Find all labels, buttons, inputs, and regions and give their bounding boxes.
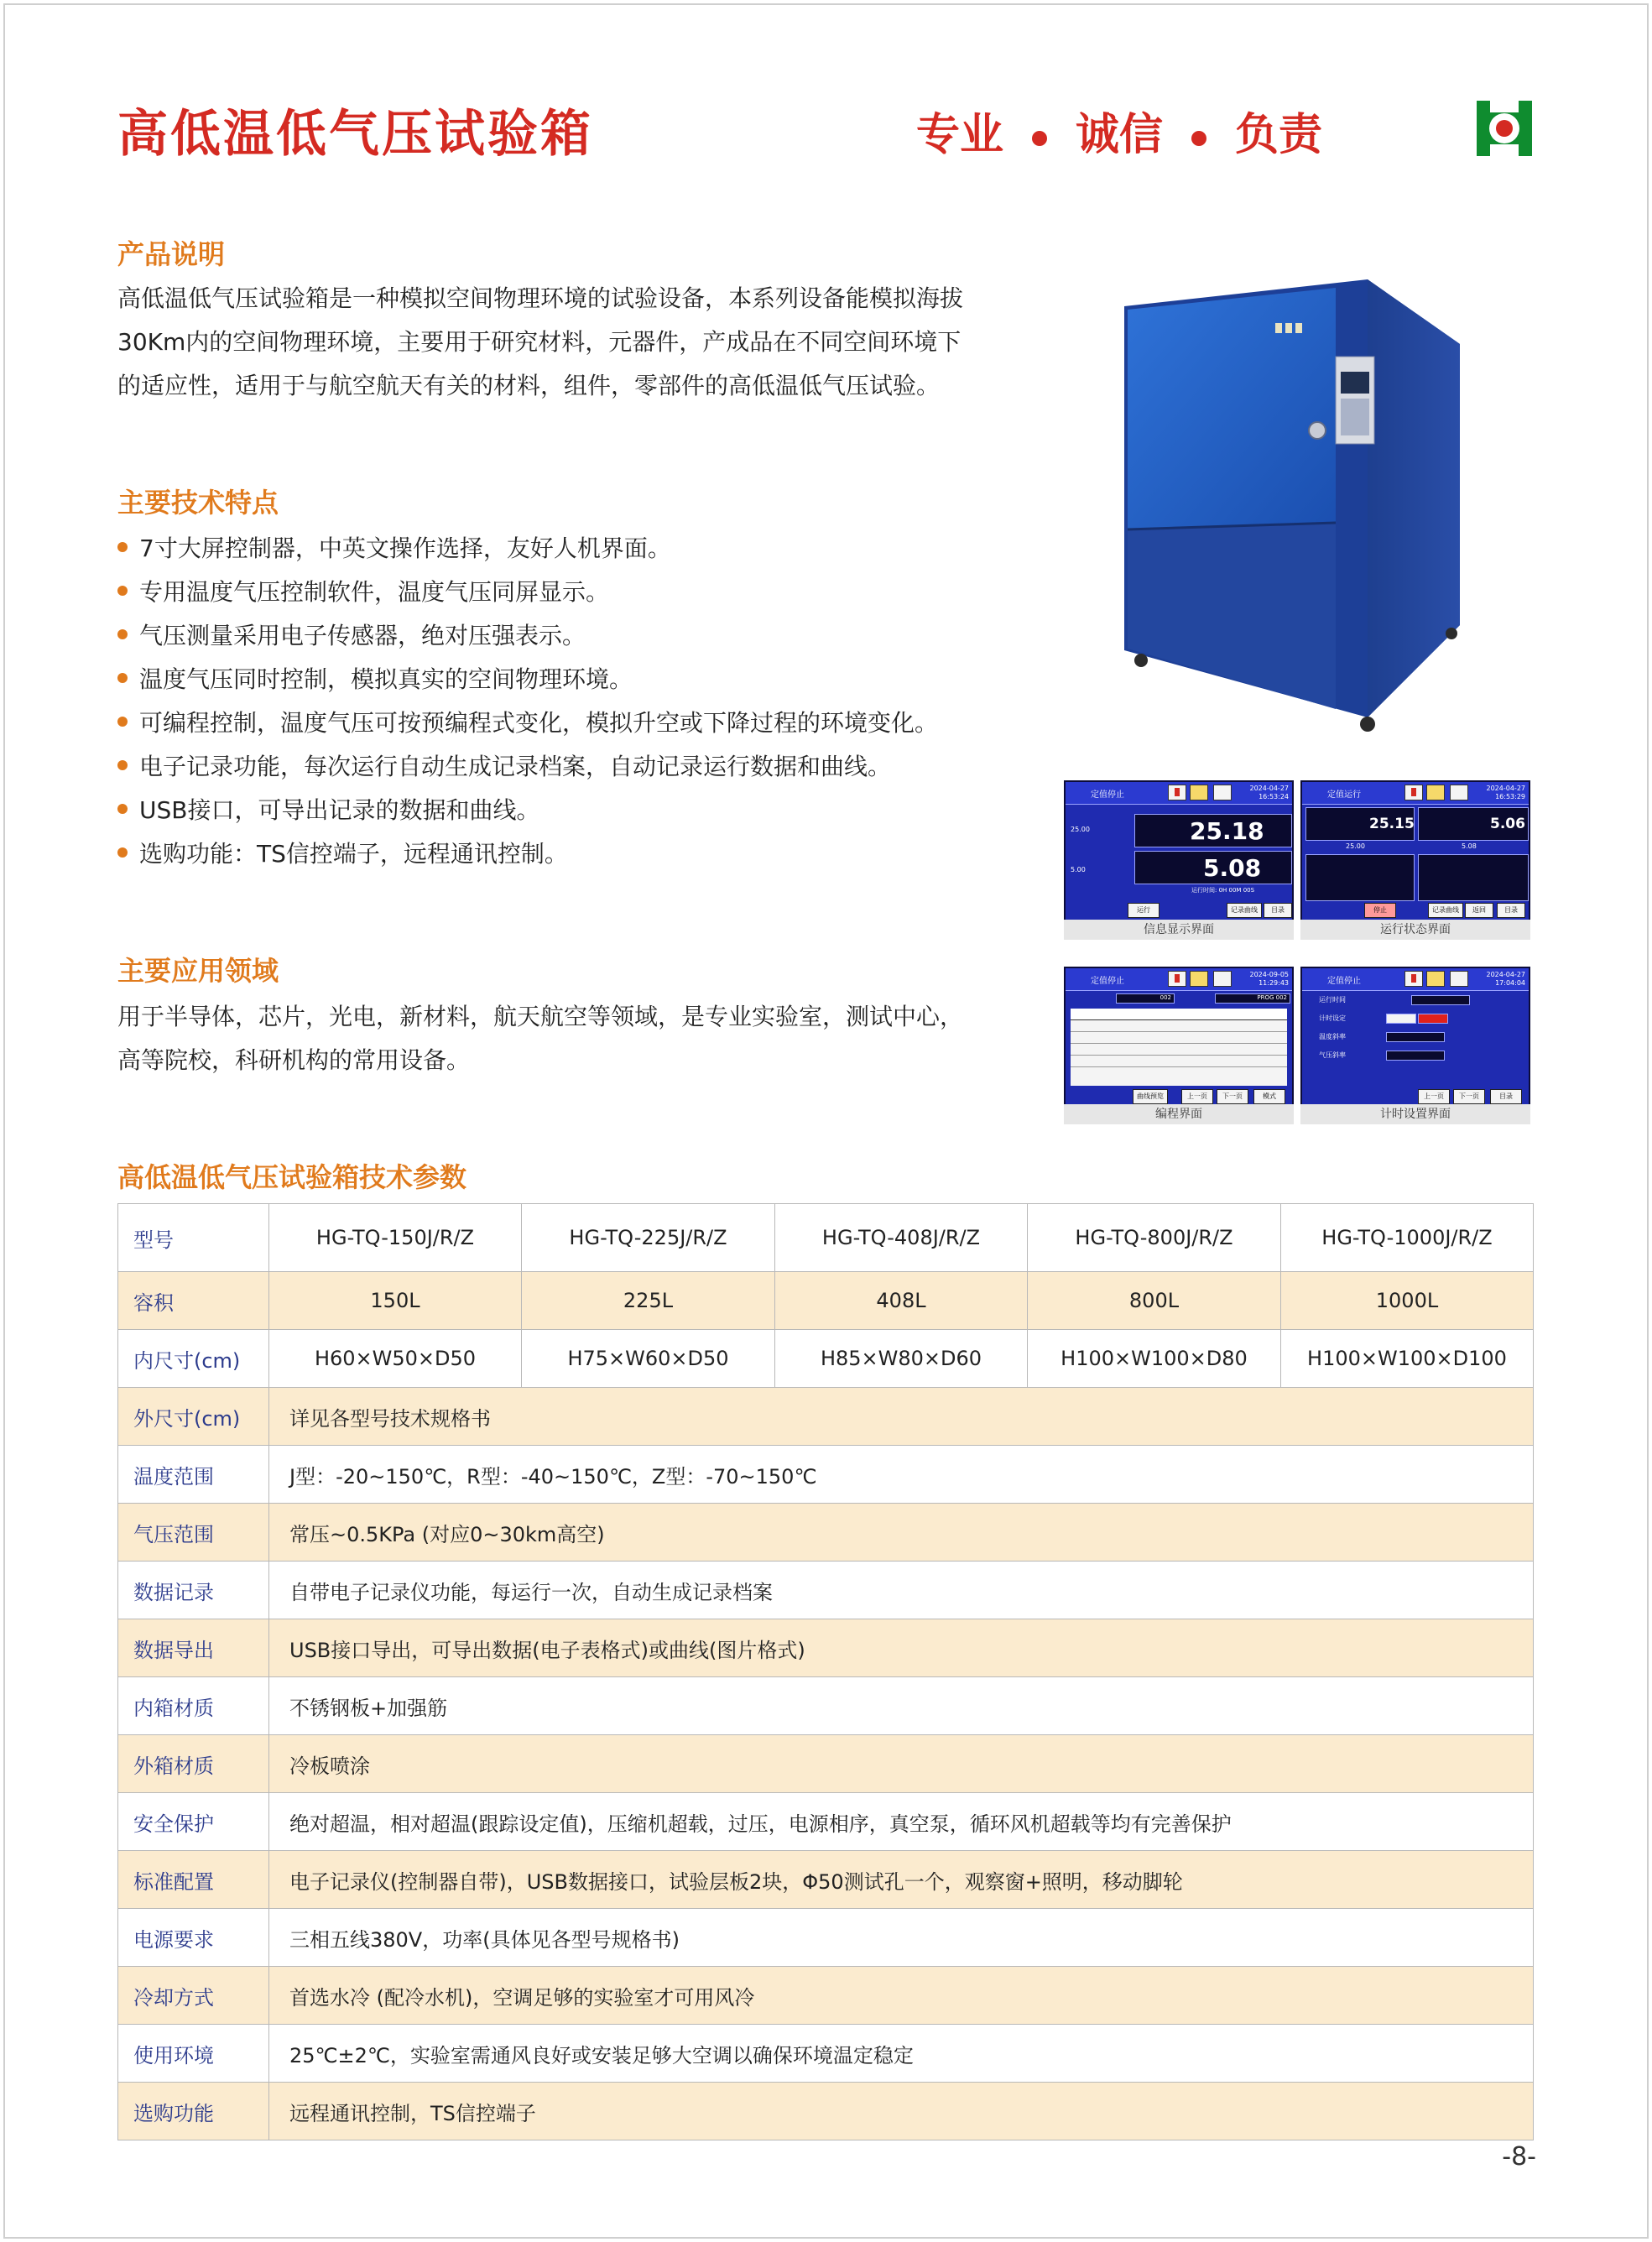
applications-text — [117, 995, 963, 1082]
record-curve-button[interactable]: 记录曲线 — [1428, 903, 1463, 918]
temp-set-value: 25.00 — [1346, 842, 1365, 850]
alarm-icon — [1168, 785, 1186, 800]
spec-row — [118, 1967, 1534, 2025]
alarm-icon — [1168, 971, 1186, 987]
spec-value: 详见各型号技术规格书 — [269, 1388, 1534, 1446]
screen-status: 定值停止 — [1091, 790, 1124, 800]
screen-caption: 运行状态界面 — [1300, 920, 1530, 940]
timer-row-label: 气压斜率 — [1319, 1051, 1346, 1059]
next-page-button[interactable]: 下一页 — [1453, 1089, 1485, 1104]
spec-label: 容积 — [118, 1272, 269, 1330]
spec-value: 常压~0.5KPa (对应0~30km高空) — [269, 1504, 1534, 1562]
feature-item: 电子记录功能，每次运行自动生成记录档案，自动记录运行数据和曲线。 — [117, 745, 938, 789]
program-number[interactable]: 002 — [1116, 993, 1175, 1004]
light-icon — [1426, 971, 1445, 987]
spec-row — [118, 1909, 1534, 1967]
spec-row — [118, 1793, 1534, 1851]
spec-label: 标准配置 — [118, 1851, 269, 1909]
spec-value: H75×W60×D50 — [522, 1330, 775, 1388]
spec-row — [118, 2025, 1534, 2083]
menu-button[interactable]: 目录 — [1497, 903, 1525, 918]
light-icon — [1190, 785, 1208, 800]
bullet-icon — [117, 760, 128, 770]
spec-value: J型：-20~150℃，R型：-40~150℃，Z型：-70~150℃ — [269, 1446, 1534, 1504]
screen-status: 定值停止 — [1327, 977, 1361, 986]
spec-label: 冷却方式 — [118, 1967, 269, 2025]
mode-button[interactable]: 模式 — [1253, 1089, 1285, 1104]
timer-on-toggle[interactable] — [1386, 1014, 1416, 1024]
spec-value: 绝对超温，相对超温(跟踪设定值)，压缩机超载，过压，电源相序，真空泵，循环风机超载等均有完善保护 — [269, 1793, 1534, 1851]
test-chamber-image — [1116, 273, 1468, 743]
timer-row-label: 温度斜率 — [1319, 1033, 1346, 1040]
feature-item: 温度气压同时控制，模拟真实的空间物理环境。 — [117, 658, 938, 701]
io-status-panel — [1418, 854, 1529, 901]
model-cell: HG-TQ-800J/R/Z — [1028, 1204, 1281, 1272]
menu-button[interactable]: 目录 — [1490, 1089, 1522, 1104]
spec-label: 安全保护 — [118, 1793, 269, 1851]
pressure-set-value: 5.00 — [1071, 866, 1086, 873]
model-cell: HG-TQ-408J/R/Z — [775, 1204, 1028, 1272]
page-number: -8- — [1502, 2142, 1536, 2172]
spec-table — [117, 1203, 1534, 2140]
applications-line: 高等院校，科研机构的常用设备。 — [117, 1046, 471, 1074]
spec-value: 800L — [1028, 1272, 1281, 1330]
spec-value: 首选水冷 (配冷水机)，空调足够的实验室才可用风冷 — [269, 1967, 1534, 2025]
model-cell: HG-TQ-150J/R/Z — [269, 1204, 522, 1272]
bullet-icon — [117, 804, 128, 814]
applications-line: 用于半导体，芯片，光电，新材料，航天航空等领域，是专业实验室，测试中心， — [117, 1003, 964, 1030]
spec-row — [118, 2083, 1534, 2140]
pressure-reading: 5.08 — [1203, 854, 1262, 882]
screen-header — [1302, 782, 1529, 805]
temp-reading: 25.15 — [1369, 816, 1415, 832]
spec-value: 自带电子记录仪功能，每运行一次，自动生成记录档案 — [269, 1562, 1534, 1619]
screen-status: 定值停止 — [1091, 977, 1124, 986]
spec-row — [118, 1446, 1534, 1504]
screen-datetime: 2024-04-27 17:04:04 — [1486, 971, 1525, 987]
spec-label: 内尺寸(cm) — [118, 1330, 269, 1388]
screen-caption: 信息显示界面 — [1064, 920, 1294, 940]
program-table — [1071, 1009, 1287, 1086]
description-line: 30Km内的空间物理环境，主要用于研究材料，元器件，产成品在不同空间环境下 — [117, 328, 961, 356]
feature-item: USB接口，可导出记录的数据和曲线。 — [117, 789, 938, 832]
fan-icon — [1213, 971, 1232, 987]
record-curve-button[interactable]: 记录曲线 — [1227, 903, 1262, 918]
bullet-icon — [117, 586, 128, 596]
slogan — [916, 99, 1322, 162]
features-list — [117, 527, 938, 876]
temp-reading: 25.18 — [1190, 817, 1264, 845]
fan-icon — [1450, 785, 1468, 800]
alarm-icon — [1404, 785, 1423, 800]
bullet-icon — [117, 629, 128, 639]
bullet-icon — [117, 847, 128, 858]
pid-panel — [1305, 854, 1415, 901]
spec-label: 内箱材质 — [118, 1677, 269, 1735]
spec-row — [118, 1504, 1534, 1562]
controller-screen — [1064, 780, 1294, 923]
spec-row — [118, 1619, 1534, 1677]
spec-row — [118, 1677, 1534, 1735]
controller-screen — [1064, 967, 1294, 1109]
model-cell: HG-TQ-225J/R/Z — [522, 1204, 775, 1272]
slogan-dot — [1191, 131, 1206, 146]
spec-value: 不锈钢板+加强筋 — [269, 1677, 1534, 1735]
light-icon — [1426, 785, 1445, 800]
spec-value: H100×W100×D80 — [1028, 1330, 1281, 1388]
spec-value: H60×W50×D50 — [269, 1330, 522, 1388]
spec-row — [118, 1562, 1534, 1619]
light-icon — [1190, 971, 1208, 987]
spec-value: 225L — [522, 1272, 775, 1330]
spec-value: H100×W100×D100 — [1281, 1330, 1534, 1388]
menu-button[interactable]: 目录 — [1264, 903, 1292, 918]
model-cell: HG-TQ-1000J/R/Z — [1281, 1204, 1534, 1272]
description-title: 产品说明 — [117, 238, 226, 270]
slogan-dot — [1032, 131, 1047, 146]
screen-datetime: 2024-04-27 16:53:24 — [1249, 785, 1289, 800]
applications-title: 主要应用领域 — [117, 955, 279, 987]
alarm-icon — [1404, 971, 1423, 987]
bullet-icon — [117, 717, 128, 727]
spec-value: 电子记录仪(控制器自带)，USB数据接口，试验层板2块，Φ50测试孔一个，观察窗+照明，移动脚轮 — [269, 1851, 1534, 1909]
spec-label: 选购功能 — [118, 2083, 269, 2140]
temp-rate-input[interactable] — [1386, 1032, 1445, 1042]
spec-row — [118, 1330, 1534, 1388]
pressure-set-value: 5.08 — [1462, 842, 1477, 850]
pressure-rate-input[interactable] — [1386, 1051, 1445, 1061]
spec-label: 型号 — [118, 1204, 269, 1272]
prev-page-button[interactable]: 上一页 — [1418, 1089, 1450, 1104]
spec-label: 温度范围 — [118, 1446, 269, 1504]
screen-datetime: 2024-09-05 11:29:43 — [1249, 971, 1289, 987]
spec-label: 气压范围 — [118, 1504, 269, 1562]
program-name[interactable]: PROG 002 — [1215, 993, 1290, 1004]
feature-item: 气压测量采用电子传感器，绝对压强表示。 — [117, 614, 938, 658]
spec-label: 使用环境 — [118, 2025, 269, 2083]
controller-screen — [1300, 780, 1530, 923]
stop-button[interactable]: 停止 — [1364, 903, 1396, 918]
description-text — [117, 277, 963, 408]
fan-icon — [1213, 785, 1232, 800]
screen-header — [1066, 782, 1292, 805]
pressure-reading: 5.06 — [1490, 816, 1525, 832]
back-button[interactable]: 返回 — [1465, 903, 1493, 918]
bullet-icon — [117, 542, 128, 552]
spec-label: 数据导出 — [118, 1619, 269, 1677]
spec-row — [118, 1735, 1534, 1793]
feature-item: 专用温度气压控制软件，温度气压同屏显示。 — [117, 571, 938, 614]
spec-row — [118, 1272, 1534, 1330]
screen-header — [1066, 968, 1292, 991]
page-title: 高低温低气压试验箱 — [117, 105, 593, 164]
next-page-button[interactable]: 下一页 — [1217, 1089, 1248, 1104]
spec-value: 远程通讯控制，TS信控端子 — [269, 2083, 1534, 2140]
spec-header-row — [118, 1204, 1534, 1272]
prev-page-button[interactable]: 上一页 — [1181, 1089, 1213, 1104]
curve-preview-button[interactable]: 曲线预览 — [1133, 1089, 1168, 1104]
bullet-icon — [117, 673, 128, 683]
screen-caption: 计时设置界面 — [1300, 1104, 1530, 1124]
timer-row-label: 计时设定 — [1319, 1014, 1346, 1022]
fan-icon — [1450, 971, 1468, 987]
description-line: 高低温低气压试验箱是一种模拟空间物理环境的试验设备，本系列设备能模拟海拔 — [117, 284, 964, 312]
timer-off-toggle[interactable] — [1418, 1014, 1448, 1024]
timer-row-label: 运行时间 — [1319, 996, 1346, 1004]
temp-set-value: 25.00 — [1071, 826, 1090, 833]
spec-value: 三相五线380V，功率(具体见各型号规格书) — [269, 1909, 1534, 1967]
controller-screen — [1300, 967, 1530, 1109]
spec-value: H85×W80×D60 — [775, 1330, 1028, 1388]
spec-value: 25℃±2℃，实验室需通风良好或安装足够大空调以确保环境温定稳定 — [269, 2025, 1534, 2083]
screen-caption: 编程界面 — [1064, 1104, 1294, 1124]
slogan-word: 专业 — [916, 109, 1004, 160]
run-button[interactable]: 运行 — [1128, 903, 1160, 918]
feature-item: 可编程控制，温度气压可按预编程式变化，模拟升空或下降过程的环境变化。 — [117, 701, 938, 745]
description-line: 的适应性，适用于与航空航天有关的材料，组件，零部件的高低温低气压试验。 — [117, 372, 941, 399]
runtime-text: 运行时间: 0H 00M 00S — [1191, 887, 1255, 894]
spec-row — [118, 1851, 1534, 1909]
features-title: 主要技术特点 — [117, 487, 279, 519]
spec-value: USB接口导出，可导出数据(电子表格式)或曲线(图片格式) — [269, 1619, 1534, 1677]
spec-label: 外尺寸(cm) — [118, 1388, 269, 1446]
feature-item: 7寸大屏控制器，中英文操作选择，友好人机界面。 — [117, 527, 938, 571]
spec-label: 电源要求 — [118, 1909, 269, 1967]
slogan-word: 负责 — [1235, 109, 1323, 160]
screen-status: 定值运行 — [1327, 790, 1361, 800]
screen-header — [1302, 968, 1529, 991]
spec-value: 冷板喷涂 — [269, 1735, 1534, 1793]
spec-title: 高低温低气压试验箱技术参数 — [117, 1161, 467, 1193]
spec-row — [118, 1388, 1534, 1446]
screen-datetime: 2024-04-27 16:53:29 — [1486, 785, 1525, 800]
spec-label: 外箱材质 — [118, 1735, 269, 1793]
spec-label: 数据记录 — [118, 1562, 269, 1619]
timer-input[interactable] — [1411, 995, 1470, 1005]
slogan-word: 诚信 — [1076, 109, 1164, 160]
spec-value: 1000L — [1281, 1272, 1534, 1330]
spec-value: 408L — [775, 1272, 1028, 1330]
spec-value: 150L — [269, 1272, 522, 1330]
brand-logo — [1477, 101, 1532, 156]
feature-item: 选购功能：TS信控端子，远程通讯控制。 — [117, 832, 938, 876]
